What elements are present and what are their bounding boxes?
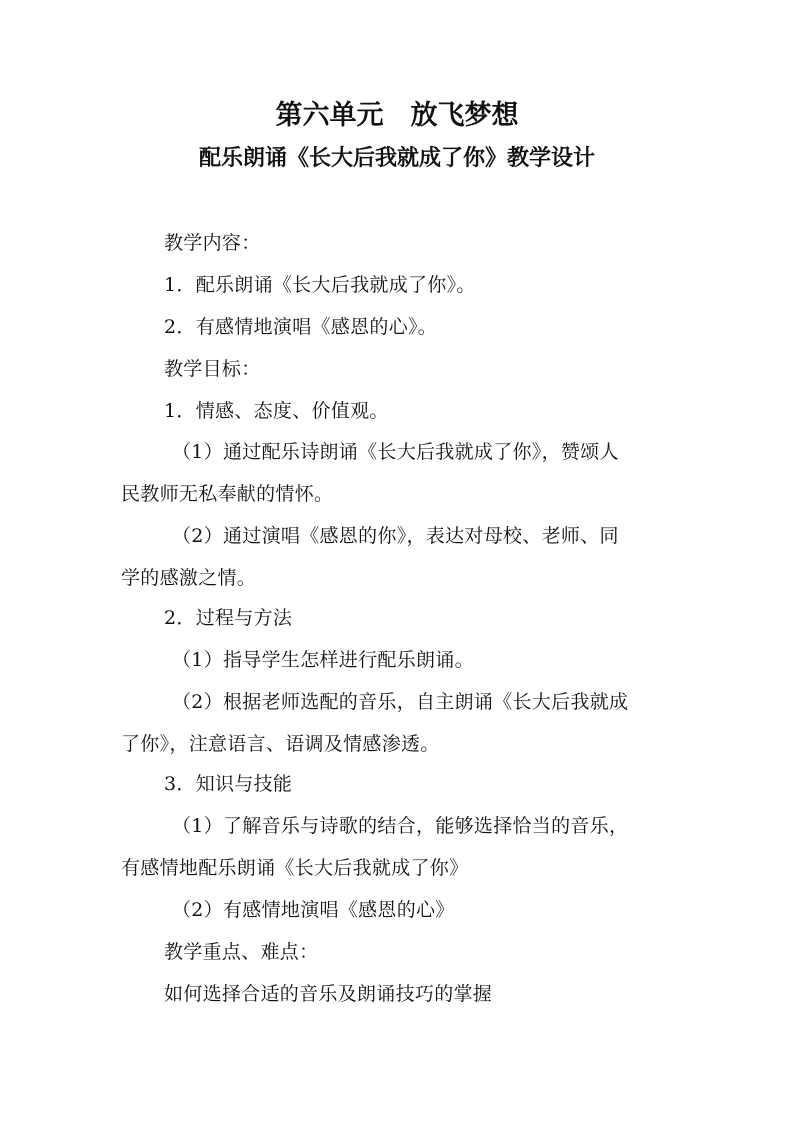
- section-heading-content: 教学内容：: [164, 232, 261, 254]
- goal-3-item-1: （1）了解音乐与诗歌的结合，能够选择恰当的音乐，: [172, 815, 629, 837]
- unit-title: 第六单元 放飞梦想: [275, 100, 519, 131]
- keypoints-text: 如何选择合适的音乐及朗诵技巧的掌握: [164, 983, 493, 1005]
- content-item-1: 1．配乐朗诵《长大后我就成了你》。: [164, 274, 476, 296]
- goal-1-item-1-cont: 民教师无私奉献的情怀。: [121, 483, 334, 505]
- goal-1-item-2: （2）通过演唱《感恩的你》，表达对母校、老师、同: [172, 525, 619, 547]
- goal-2-item-2: （2）根据老师选配的音乐，自主朗诵《长大后我就成: [172, 691, 629, 713]
- goal-1-item-2-cont: 学的感激之情。: [121, 567, 257, 589]
- goal-2-heading: 2．过程与方法: [164, 607, 293, 629]
- goal-2-item-1: （1）指导学生怎样进行配乐朗诵。: [172, 649, 474, 671]
- section-heading-goals: 教学目标：: [164, 358, 261, 380]
- goal-3-item-1-cont: 有感情地配乐朗诵《长大后我就成了你》: [121, 857, 469, 879]
- goal-3-heading: 3．知识与技能: [164, 773, 293, 795]
- section-heading-keypoints: 教学重点、难点：: [164, 941, 319, 963]
- goal-3-item-2: （2）有感情地演唱《感恩的心》: [172, 899, 455, 921]
- content-item-2: 2．有感情地演唱《感恩的心》。: [164, 316, 438, 338]
- goal-2-item-2-cont: 了你》，注意语言、语调及情感渗透。: [121, 733, 440, 755]
- lesson-title: 配乐朗诵《长大后我就成了你》教学设计: [198, 146, 595, 171]
- goal-1-heading: 1．情感、态度、价值观。: [164, 400, 389, 422]
- goal-1-item-1: （1）通过配乐诗朗诵《长大后我就成了你》，赞颂人: [172, 441, 619, 463]
